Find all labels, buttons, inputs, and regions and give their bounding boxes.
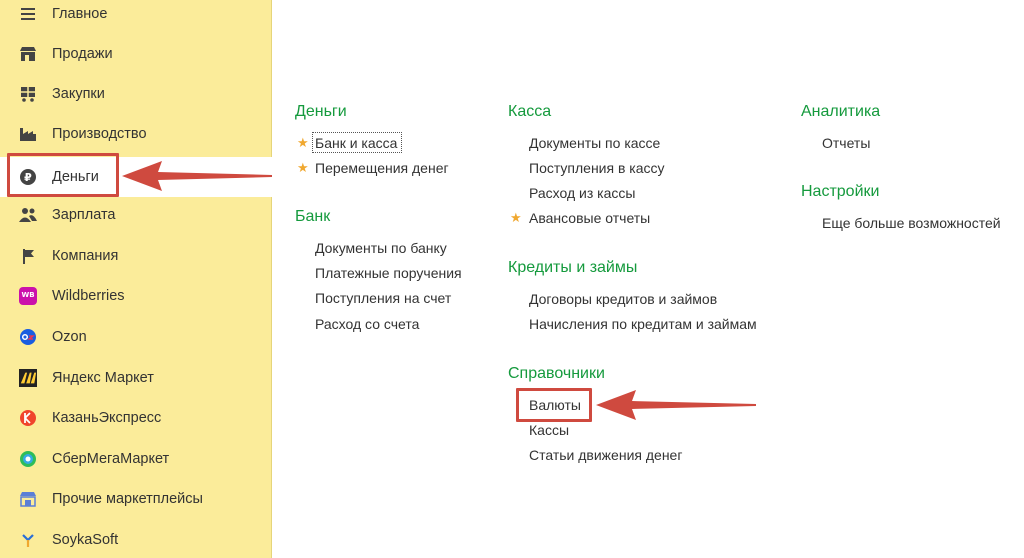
wb-badge-text: WB — [21, 291, 35, 299]
sidebar-item-label: Производство — [52, 126, 147, 142]
sidebar-item-label: КазаньЭкспресс — [52, 410, 162, 426]
link-bank-documents[interactable]: Документы по банку — [315, 240, 447, 256]
link-currencies[interactable]: Валюты — [529, 397, 581, 413]
section-title-cash: Касса — [508, 103, 552, 120]
ozon-icon — [19, 328, 37, 346]
sidebar-item-label: Зарплата — [52, 207, 116, 223]
sidebar-item-yandex-market[interactable] — [0, 361, 272, 395]
link-loan-agreements[interactable]: Договоры кредитов и займов — [529, 291, 718, 307]
link-bank-and-cash[interactable]: Банк и касса — [315, 135, 398, 151]
sidebar-item-kazanexpress[interactable] — [0, 401, 272, 435]
sidebar-item-label: Яндекс Маркет — [52, 370, 154, 386]
yandex-market-icon — [19, 369, 37, 387]
factory-icon — [19, 125, 37, 143]
section-title-bank: Банк — [295, 208, 331, 225]
link-advance-reports[interactable]: Авансовые отчеты — [529, 210, 651, 226]
link-cash-expense[interactable]: Расход из кассы — [529, 185, 636, 201]
link-account-expense[interactable]: Расход со счета — [315, 316, 420, 332]
menu-icon — [19, 5, 37, 23]
link-loan-accruals[interactable]: Начисления по кредитам и займам — [529, 316, 757, 332]
shop-icon — [19, 45, 37, 63]
section-title-analytics: Аналитика — [801, 103, 881, 120]
sidebar-item-label: Закупки — [52, 86, 105, 102]
section-title-credits: Кредиты и займы — [508, 259, 638, 276]
sbermegamarket-icon — [19, 450, 37, 468]
focus-outline — [314, 134, 400, 151]
soykasoft-icon — [19, 531, 37, 549]
people-icon — [19, 206, 37, 224]
sidebar-item-label: SoykaSoft — [52, 532, 119, 548]
flag-icon — [19, 247, 37, 265]
link-cash-receipts[interactable]: Поступления в кассу — [529, 160, 665, 176]
sidebar-item-company[interactable] — [0, 239, 272, 273]
sidebar-item-other-marketplaces[interactable] — [0, 482, 272, 516]
link-cash-flow-items[interactable]: Статьи движения денег — [529, 447, 683, 463]
link-payment-orders[interactable]: Платежные поручения — [315, 265, 462, 281]
favorite-star-icon[interactable]: ★ — [510, 210, 522, 225]
favorite-star-icon[interactable]: ★ — [297, 135, 309, 150]
sidebar-item-label: Продажи — [52, 46, 113, 62]
cart-icon — [19, 85, 37, 103]
sidebar-item-label: Прочие маркетплейсы — [52, 491, 203, 507]
sidebar — [0, 0, 272, 558]
svg-text:₽: ₽ — [24, 171, 32, 184]
marketplace-icon — [19, 490, 37, 508]
sidebar-item-main[interactable] — [0, 0, 272, 31]
link-more-features[interactable]: Еще больше возможностей — [822, 215, 1001, 231]
link-account-receipts[interactable]: Поступления на счет — [315, 290, 452, 306]
link-cash-documents[interactable]: Документы по кассе — [529, 135, 661, 151]
sidebar-item-label: Wildberries — [52, 288, 125, 304]
section-title-money: Деньги — [295, 103, 347, 120]
sidebar-item-ozon[interactable] — [0, 320, 272, 354]
sidebar-item-soykasoft[interactable] — [0, 523, 272, 557]
ruble-icon — [19, 168, 37, 186]
sidebar-item-purchases[interactable] — [0, 77, 272, 111]
sidebar-item-label: Ozon — [52, 329, 87, 345]
link-money-transfers[interactable]: Перемещения денег — [315, 160, 449, 176]
sidebar-item-label: Главное — [52, 6, 108, 22]
sidebar-item-sales[interactable] — [0, 37, 272, 71]
sidebar-item-label: СберМегаМаркет — [52, 451, 170, 467]
kazanexpress-icon — [19, 409, 37, 427]
sidebar-item-wildberries[interactable] — [0, 279, 272, 313]
section-title-settings: Настройки — [801, 183, 880, 200]
favorite-star-icon[interactable]: ★ — [297, 160, 309, 175]
sidebar-item-label: Компания — [52, 248, 119, 264]
sidebar-item-salary[interactable] — [0, 198, 272, 232]
wildberries-icon — [19, 287, 37, 305]
section-title-references: Справочники — [508, 365, 605, 382]
sidebar-item-sbermegamarket[interactable] — [0, 442, 272, 476]
annotation-arrow-currencies — [592, 385, 762, 425]
sidebar-item-money[interactable] — [0, 157, 272, 197]
sidebar-item-production[interactable] — [0, 117, 272, 151]
link-reports[interactable]: Отчеты — [822, 135, 871, 151]
link-cashboxes[interactable]: Кассы — [529, 422, 570, 438]
sidebar-item-label: Деньги — [52, 169, 99, 185]
